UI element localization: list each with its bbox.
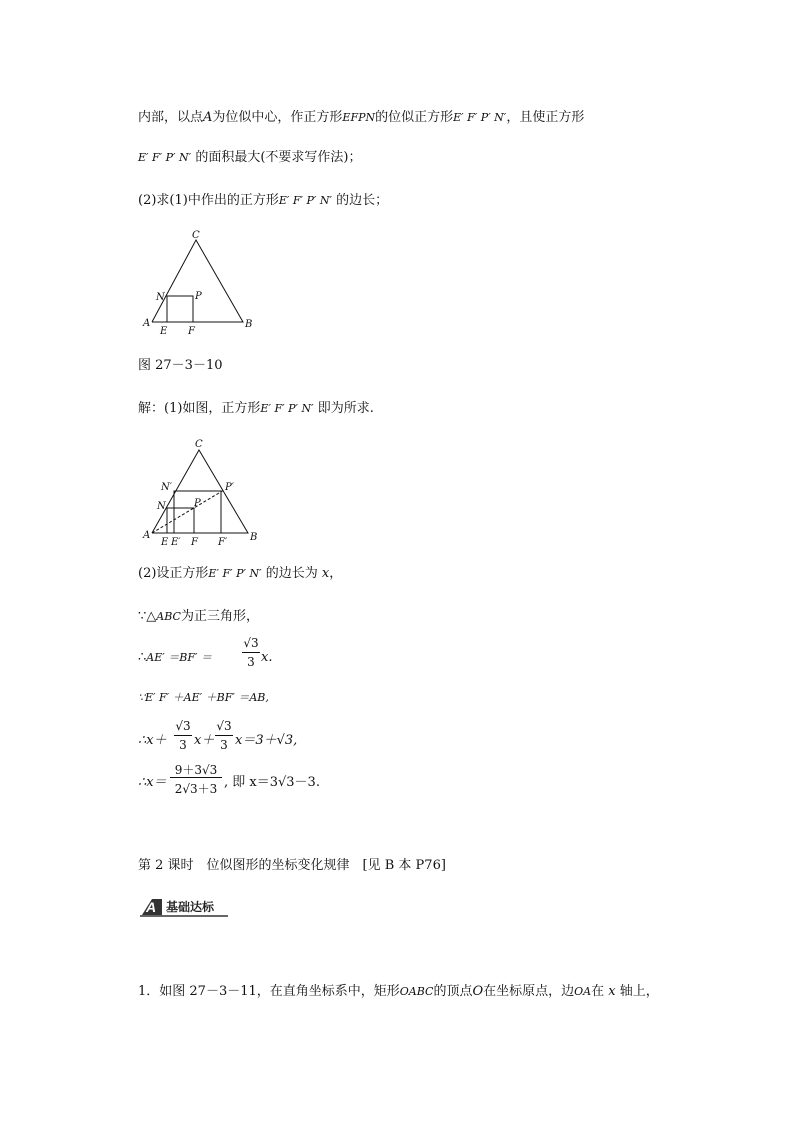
triangle-abc: ABC bbox=[156, 610, 181, 623]
text: ∴ bbox=[138, 650, 147, 665]
fraction-bar bbox=[215, 735, 233, 736]
fraction-numerator: √3 bbox=[175, 719, 191, 733]
label-b: B bbox=[250, 532, 258, 543]
label-n-prime: N′ bbox=[161, 482, 173, 493]
text: (2)求(1)中作出的正方形 bbox=[138, 193, 279, 208]
text: 1．如图 27－3－11，在直角坐标系中，矩形 bbox=[138, 984, 400, 999]
label-e-prime: E′ bbox=[171, 537, 181, 548]
square-name: E′ F′ P′ N′ bbox=[138, 151, 192, 164]
text: 的顶点 bbox=[433, 984, 473, 999]
label-p: P bbox=[194, 498, 201, 509]
text: ，且使正方形 bbox=[506, 110, 585, 125]
text: 为正三角形， bbox=[180, 609, 259, 624]
figure-triangle-2 bbox=[140, 436, 265, 551]
problem-line-1 bbox=[138, 110, 584, 126]
badge-label: 基础达标 bbox=[166, 900, 215, 914]
text: 轴上， bbox=[619, 984, 659, 999]
rect-oabc: OABC bbox=[399, 985, 434, 998]
fraction-bar bbox=[242, 652, 260, 653]
solution-line-1 bbox=[138, 401, 374, 417]
fraction-denominator: 3 bbox=[179, 738, 187, 752]
label-a: A bbox=[143, 318, 151, 329]
solution-step-1 bbox=[138, 609, 259, 625]
fraction-numerator: √3 bbox=[243, 636, 259, 650]
text: 在坐标原点，边 bbox=[483, 984, 575, 999]
text: AE′ ＝BF′ ＝ bbox=[146, 651, 212, 664]
label-e: E bbox=[160, 326, 168, 337]
figure-triangle-1 bbox=[140, 228, 260, 340]
label-f: F bbox=[191, 537, 198, 548]
text: , 即 x＝3√3－3. bbox=[224, 775, 320, 790]
square-name: E′ F′ P′ N′ bbox=[278, 194, 333, 207]
label-c: C bbox=[192, 230, 200, 241]
text: 的边长； bbox=[336, 193, 389, 208]
text: 的边长为 bbox=[265, 566, 318, 581]
square-name: E′ F′ P′ N′ bbox=[453, 111, 507, 124]
text: 的面积最大(不要求写作法)； bbox=[195, 150, 362, 165]
label-p: P bbox=[195, 291, 202, 302]
fraction-denominator: 3 bbox=[247, 655, 255, 669]
square-name: E′ F′ P′ N′ bbox=[208, 567, 262, 580]
var-x: x bbox=[321, 566, 330, 581]
text: 解：(1)如图，正方形 bbox=[138, 401, 261, 416]
point-o: O bbox=[472, 984, 484, 999]
badge-graphic bbox=[140, 897, 228, 917]
solution-step-5-start: ∴x＝ bbox=[138, 775, 167, 790]
fraction-numerator: 9＋3√3 bbox=[174, 763, 218, 777]
label-b: B bbox=[245, 319, 253, 330]
square-efpn: EFPN bbox=[342, 111, 376, 124]
label-f: F bbox=[188, 326, 195, 337]
solution-line-2 bbox=[138, 566, 342, 582]
text: 为位似中心，作正方形 bbox=[212, 110, 343, 125]
label-a: A bbox=[143, 530, 151, 541]
text: x＋ bbox=[194, 733, 215, 748]
text: 即为所求. bbox=[317, 401, 374, 416]
fraction-bar bbox=[174, 735, 192, 736]
point-a: A bbox=[203, 110, 213, 125]
text: 的位似正方形 bbox=[375, 110, 454, 125]
fraction-bar bbox=[170, 777, 222, 778]
badge-letter: A bbox=[146, 899, 157, 915]
problem-line-2 bbox=[138, 150, 361, 166]
label-c: C bbox=[195, 439, 203, 450]
label-n: N bbox=[156, 292, 165, 303]
text: 在 bbox=[591, 984, 605, 999]
var-x: x bbox=[608, 984, 616, 999]
solution-step-2 bbox=[138, 650, 212, 666]
label-f-prime: F′ bbox=[218, 537, 228, 548]
label-e: E bbox=[161, 537, 169, 548]
problem-line-3 bbox=[138, 193, 388, 209]
solution-step-4-start: ∴x＋ bbox=[138, 733, 167, 748]
text: x. bbox=[261, 650, 273, 665]
square-name: E′ F′ P′ N′ bbox=[260, 402, 314, 415]
fraction-numerator: √3 bbox=[216, 719, 232, 733]
figure-caption: 图 27－3－10 bbox=[138, 358, 223, 373]
solution-step-3: ∵E′ F′ ＋AE′ ＋BF′ ＝AB, bbox=[138, 691, 269, 704]
text: 内部，以点 bbox=[138, 110, 204, 125]
section-badge bbox=[140, 897, 228, 917]
side-oa: OA bbox=[574, 985, 592, 998]
fraction-denominator: 3 bbox=[220, 738, 228, 752]
text: ∵△ bbox=[138, 609, 157, 624]
text: ， bbox=[329, 566, 343, 581]
fraction-denominator: 2√3＋3 bbox=[174, 782, 218, 796]
text: x＝3＋√3, bbox=[235, 733, 298, 748]
question-1 bbox=[138, 984, 659, 1000]
text: (2)设正方形 bbox=[138, 566, 209, 581]
label-n: N bbox=[157, 501, 166, 512]
label-p-prime: P′ bbox=[225, 482, 234, 493]
section-title: 第 2 课时 位似图形的坐标变化规律 [见 B 本 P76] bbox=[138, 858, 446, 873]
